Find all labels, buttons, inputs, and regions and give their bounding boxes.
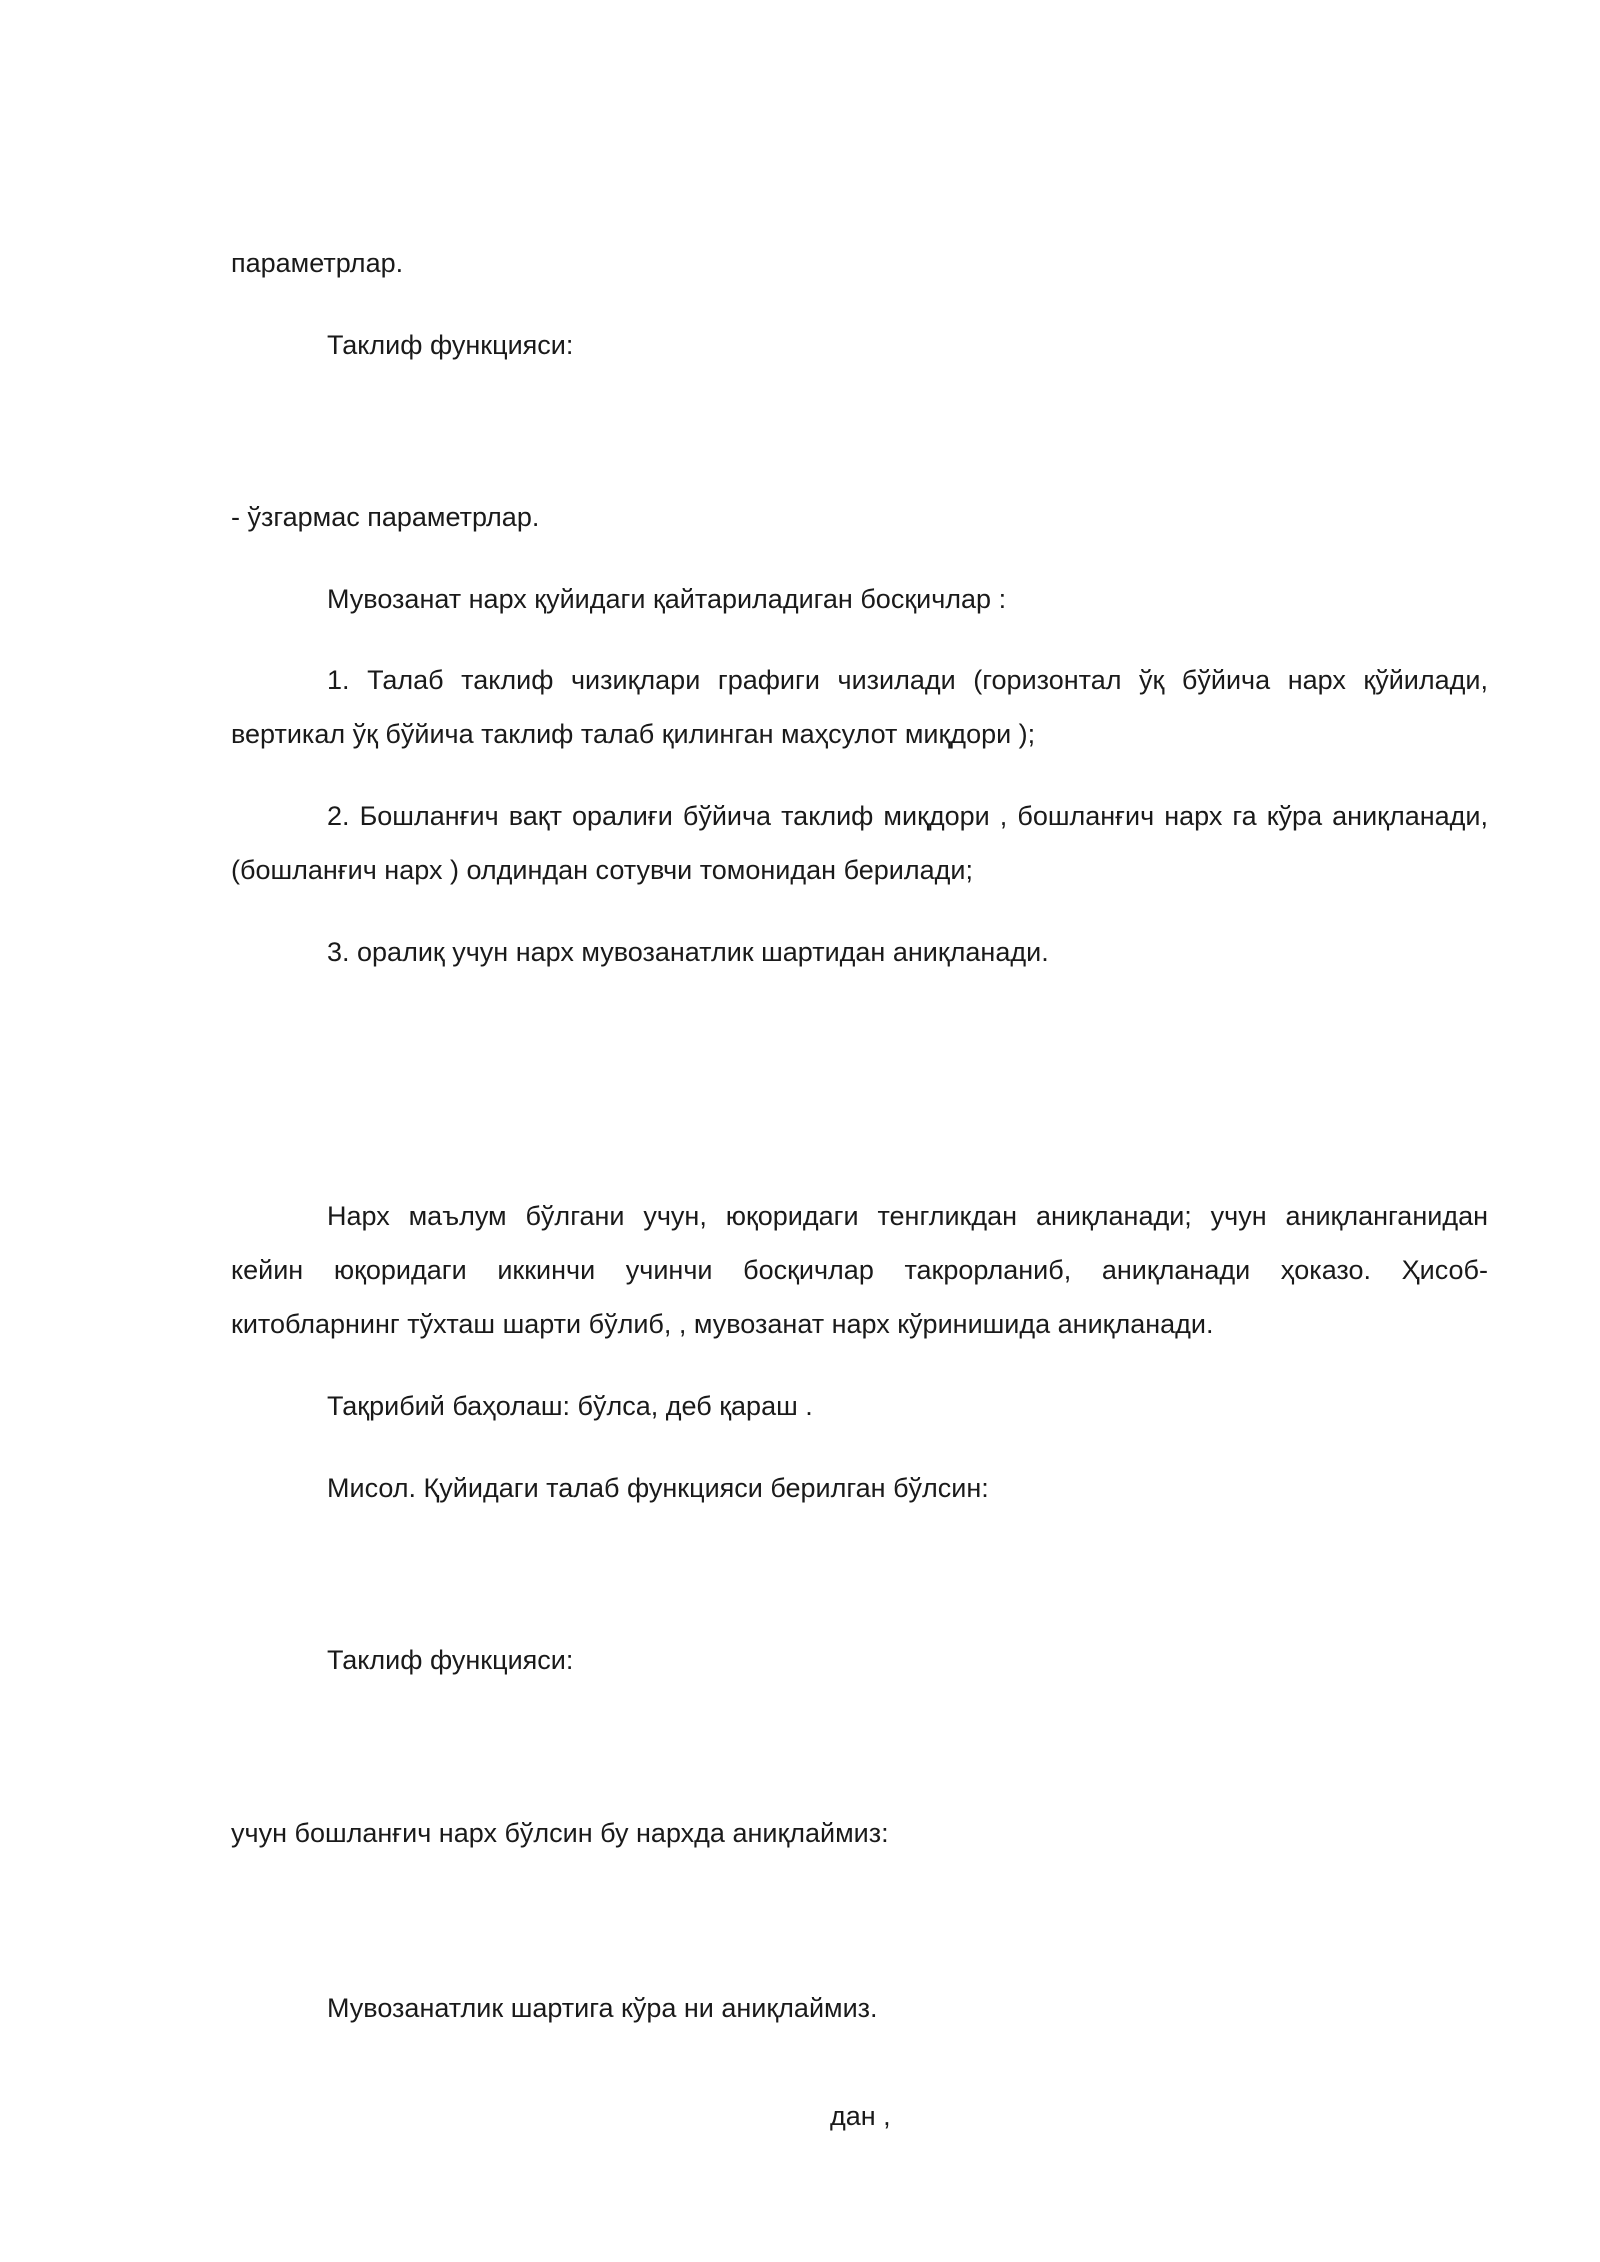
paragraph-step-1-line-1: 1. Талаб таклиф чизиқлари графиги чизилади (горизонтал ўқ бўйича нарх қўйилади,	[327, 665, 1488, 695]
paragraph-step-2-line-1: 2. Бошланғич вақт оралиғи бўйича таклиф миқдори , бошланғич нарх га кўра аниқланади,	[327, 801, 1488, 831]
paragraph-price-known-line-1: Нарх маълум бўлгани учун, юқоридаги тенгликдан аниқланади; учун аниқланганидан	[327, 1201, 1488, 1231]
paragraph-supply-function-heading-2: Таклиф функцияси:	[327, 1645, 574, 1675]
paragraph-step-1-line-2: вертикал ўқ бўйича таклиф талаб қилинган маҳсулот миқдори );	[231, 719, 1036, 749]
paragraph-price-known-line-3: китобларнинг тўхташ шарти бўлиб, , мувозанат нарх кўринишида аниқланади.	[231, 1309, 1214, 1339]
paragraph-example: Мисол. Қуйидаги талаб функцияси берилган бўлсин:	[327, 1473, 989, 1503]
paragraph-step-2	[231, 789, 1488, 897]
paragraph-step-2-line-2: (бошланғич нарх ) олдиндан сотувчи томонидан берилади;	[231, 855, 973, 885]
paragraph-equilibrium-condition: Мувозанатлик шартига кўра ни аниқлаймиз.	[327, 1993, 878, 2023]
paragraph-supply-function-heading: Таклиф функцияси:	[327, 330, 574, 360]
paragraph-approximate-estimate: Тақрибий баҳолаш: бўлса, деб қараш .	[327, 1391, 813, 1421]
paragraph-initial-price: учун бошланғич нарх бўлсин бу нархда аниқлаймиз:	[231, 1818, 889, 1848]
paragraph-price-known-line-2: кейин юқоридаги иккинчи учинчи босқичлар такрорланиб, аниқланади ҳоказо. Ҳисоб-	[231, 1255, 1488, 1285]
paragraph-price-known	[231, 1189, 1488, 1351]
paragraph-step-1	[231, 653, 1488, 761]
paragraph-parameters: параметрлар.	[231, 248, 404, 278]
paragraph-equilibrium-steps-intro: Мувозанат нарх қуйидаги қайтариладиган босқичлар :	[327, 584, 1007, 614]
paragraph-constant-parameters: - ўзгармас параметрлар.	[231, 502, 540, 532]
paragraph-step-3: 3. оралиқ учун нарх мувозанатлик шартидан аниқланади.	[327, 937, 1049, 967]
paragraph-from: дан ,	[830, 2101, 891, 2131]
